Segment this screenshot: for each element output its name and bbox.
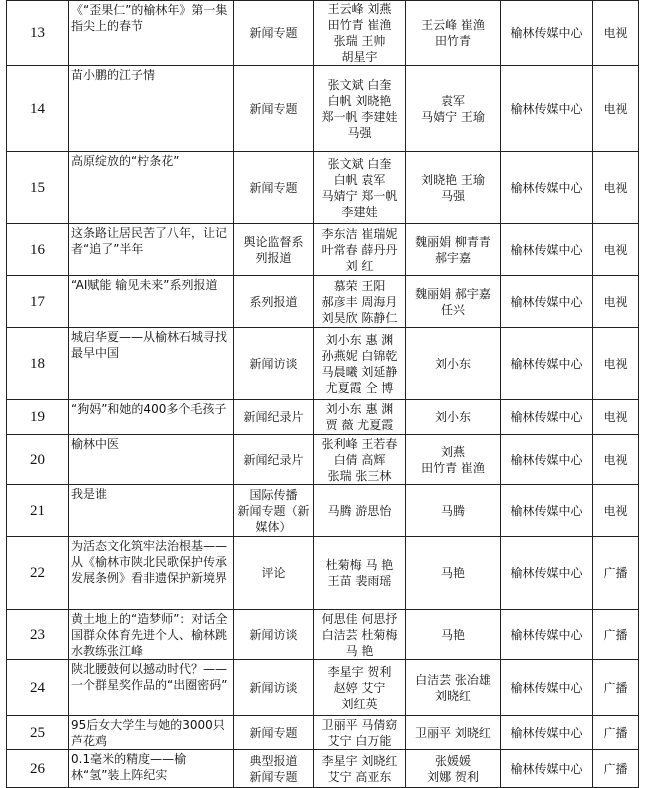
row-number: 24 [7,660,69,716]
creators-line: 张利峰 王若春 [321,436,398,451]
editors-line: 刘娜 贺利 [427,769,479,784]
work-type [234,400,314,435]
award-table [6,0,639,788]
table-row [7,66,639,152]
medium: 广播 [593,716,639,750]
editors-line: 马腾 [440,503,465,518]
creators [314,716,406,750]
creators-line: 郝彦丰 周海月 [321,294,398,309]
creators-line: 李东洁 崔瑞妮 [321,226,398,241]
work-title: 0.1毫米的精度——榆林“氢”装上阵纪实 [69,750,234,788]
publish-unit: 榆林传媒中心 [501,537,593,610]
publish-unit: 榆林传媒中心 [501,435,593,485]
publish-unit: 榆林传媒中心 [501,660,593,716]
publish-unit: 榆林传媒中心 [501,224,593,276]
work-type-line: 新闻专题 [249,725,298,740]
work-type-line: 新闻访谈 [249,356,298,371]
creators [314,1,406,66]
work-type [234,435,314,485]
work-title: 高原绽放的“柠条花” [69,152,234,224]
publish-unit: 榆林传媒中心 [501,610,593,660]
work-type [234,328,314,400]
work-title: “狗妈”和她的400多个毛孩子 [69,400,234,435]
row-number: 20 [7,435,69,485]
table-row [7,716,639,750]
work-type-line: 舆论监督系 [243,234,304,249]
editors-line: 魏丽娟 柳青青 [415,234,491,249]
medium: 电视 [593,224,639,276]
editors [406,660,501,716]
work-type [234,224,314,276]
work-type [234,537,314,610]
editors [406,328,501,400]
editors-line: 郝宇嘉 [434,250,471,265]
creators [314,224,406,276]
editors-line: 任兴 [440,302,465,317]
creators-line: 杜菊梅 马 艳 [325,558,394,572]
creators-line: 艾宁 白万能 [327,733,392,748]
creators-line: 王云峰 刘燕 [327,2,392,16]
medium: 广播 [593,660,639,716]
work-title: “AI赋能 输见未来”系列报道 [69,276,234,328]
row-number: 14 [7,66,69,152]
creators [314,328,406,400]
work-type [234,716,314,750]
publish-unit: 榆林传媒中心 [501,152,593,224]
editors-line: 魏丽娟 郝宇嘉 [415,286,491,301]
creators-line: 白倩 高辉 [333,452,386,467]
work-type [234,750,314,788]
work-title: 《“歪果仁”的榆林年》第一集 指尖上的春节 [69,1,234,66]
table-row [7,152,639,224]
table-row [7,485,639,537]
editors-line: 张媛媛 [434,753,471,768]
work-type-line: 典型报道 [249,753,298,768]
creators [314,537,406,610]
editors [406,610,501,660]
row-number: 17 [7,276,69,328]
creators-line: 卫丽平 马倩窈 [321,717,398,732]
creators-line: 白帆 刘晓艳 [327,93,392,108]
creators-line: 马婧宁 郑一帆 [321,188,398,203]
creators-line: 慕荣 王阳 [333,278,386,293]
table-row [7,610,639,660]
work-type [234,485,314,537]
editors [406,435,501,485]
editors [406,152,501,224]
row-number: 16 [7,224,69,276]
work-type-line: 新闻专题 [249,101,298,116]
row-number: 22 [7,537,69,610]
creators-line: 刘小东 惠 渊 [325,402,394,416]
editors [406,1,501,66]
row-number: 18 [7,328,69,400]
editors [406,276,501,328]
work-title: 我是谁 [69,485,234,537]
creators-line: 贾 薇 尤夏霞 [325,418,394,432]
table-row [7,276,639,328]
creators [314,152,406,224]
creators-line: 李建娃 [341,204,378,219]
work-type [234,276,314,328]
creators-line: 郑一帆 李建娃 [321,109,398,124]
editors [406,485,501,537]
creators-line: 何思佳 何思抒 [321,611,398,626]
medium: 广播 [593,610,639,660]
creators-line: 李星宇 刘晓红 [321,753,398,768]
creators-line: 白帆 袁军 [333,172,386,187]
creators-line: 孙燕妮 白锦乾 [321,348,398,363]
table-row [7,750,639,788]
editors-line: 刘小东 [434,410,471,424]
medium: 电视 [593,66,639,152]
table-row [7,224,639,276]
publish-unit: 榆林传媒中心 [501,750,593,788]
row-number: 13 [7,1,69,66]
creators-line: 叶常春 薛丹丹 [321,242,398,257]
editors [406,537,501,610]
editors-line: 刘晓红 [434,688,471,703]
publish-unit: 榆林传媒中心 [501,276,593,328]
editors-line: 白洁芸 张冶雄 [415,672,491,687]
creators-line: 张瑞 王帅 [333,34,386,48]
creators-line: 马 艳 [345,643,374,658]
creators-line: 刘红英 [341,696,378,711]
work-type-line: 新闻访谈 [249,627,298,642]
editors-line: 刘小东 [434,356,471,371]
publish-unit: 榆林传媒中心 [501,716,593,750]
work-type-line: 新闻专题 [249,180,298,195]
editors-line: 马艳 [440,566,465,580]
editors-line: 田竹青 崔渔 [421,460,485,475]
creators [314,610,406,660]
row-number: 25 [7,716,69,750]
medium: 电视 [593,152,639,224]
creators [314,400,406,435]
creators-line: 张瑞 张三林 [327,468,392,483]
creators-line: 刘 红 [345,258,374,273]
creators [314,485,406,537]
creators-line: 赵婷 艾宁 [333,680,386,695]
work-title: 城启华夏——从榆林石城寻找最早中国 [69,328,234,400]
medium: 电视 [593,400,639,435]
work-title: 为活态文化筑牢法治根基——从《榆林市陕北民歌保护传承发展条例》看非遗保护新境界 [69,537,234,610]
publish-unit: 榆林传媒中心 [501,1,593,66]
work-type-line: 新闻访谈 [249,680,298,695]
work-type-line: 新闻专题 [249,769,298,784]
table-row [7,660,639,716]
creators [314,276,406,328]
editors [406,224,501,276]
editors-line: 刘燕 [440,444,465,459]
table-row [7,537,639,610]
row-number: 21 [7,485,69,537]
creators-line: 马强 [347,125,372,140]
work-type [234,66,314,152]
creators-line: 胡星宇 [341,50,378,64]
work-type [234,1,314,66]
publish-unit: 榆林传媒中心 [501,66,593,152]
editors-line: 袁军 [440,93,465,108]
creators [314,435,406,485]
work-type-line: 新闻专题（新 [237,503,310,518]
editors [406,66,501,152]
medium: 电视 [593,328,639,400]
editors-line: 王云峰 崔渔 [421,18,485,32]
creators-line: 尤夏霞 仝 博 [325,380,394,395]
table-row [7,435,639,485]
editors-line: 马艳 [440,627,465,642]
work-title: 苗小鹏的江子情 [69,66,234,152]
medium: 电视 [593,435,639,485]
work-type-line: 国际传播 [249,487,298,502]
creators-line: 李星宇 贺利 [327,664,392,679]
work-type [234,152,314,224]
publish-unit: 榆林传媒中心 [501,328,593,400]
work-title: 陕北腰鼓何以撼动时代？——一个群星奖作品的“出圈密码” [69,660,234,716]
creators-line: 艾宁 高亚东 [327,769,392,784]
editors-line: 田竹青 [434,34,471,48]
creators-line: 白洁芸 杜菊梅 [321,627,398,642]
work-title: 榆林中医 [69,435,234,485]
row-number: 23 [7,610,69,660]
work-type-line: 新闻纪录片 [243,410,304,424]
table-row [7,328,639,400]
creators-line: 王苗 裴雨瑶 [327,574,392,588]
medium: 电视 [593,276,639,328]
creators-line: 刘小东 惠 渊 [325,332,394,347]
work-title: 黄土地上的“造梦师”：对话全国群众体育先进个人、榆林跳水教练张江峰 [69,610,234,660]
creators [314,660,406,716]
work-title: 这条路让居民苦了八年，让记者“追了”半年 [69,224,234,276]
publish-unit: 榆林传媒中心 [501,485,593,537]
medium: 广播 [593,750,639,788]
work-type-line: 系列报道 [249,294,298,309]
creators [314,66,406,152]
work-title: 95后女大学生与她的3000只芦花鸡 [69,716,234,750]
editors-line: 刘晓艳 王瑜 [421,172,485,187]
creators-line: 张文斌 白奎 [327,156,392,171]
editors [406,716,501,750]
editors [406,400,501,435]
work-type-line: 评论 [261,566,286,580]
creators-line: 刘昊欣 陈静仁 [321,310,398,325]
table-row [7,1,639,66]
medium: 广播 [593,537,639,610]
work-type-line: 媒体） [255,519,292,534]
editors-line: 马婧宁 王瑜 [421,109,485,124]
row-number: 15 [7,152,69,224]
creators-line: 田竹青 崔渔 [327,18,392,32]
table-row [7,400,639,435]
publish-unit: 榆林传媒中心 [501,400,593,435]
row-number: 19 [7,400,69,435]
row-number: 26 [7,750,69,788]
work-type-line: 列报道 [255,250,292,265]
work-type [234,610,314,660]
creators-line: 张文斌 白奎 [327,77,392,92]
creators-line: 马腾 游思怡 [327,503,392,518]
creators [314,750,406,788]
editors-line: 卫丽平 刘晓红 [415,725,491,740]
editors-line: 马强 [440,188,465,203]
medium: 电视 [593,485,639,537]
work-type-line: 新闻专题 [249,26,298,40]
work-type-line: 新闻纪录片 [243,452,304,467]
creators-line: 马晨曦 刘延静 [321,364,398,379]
work-type [234,660,314,716]
medium: 电视 [593,1,639,66]
editors [406,750,501,788]
